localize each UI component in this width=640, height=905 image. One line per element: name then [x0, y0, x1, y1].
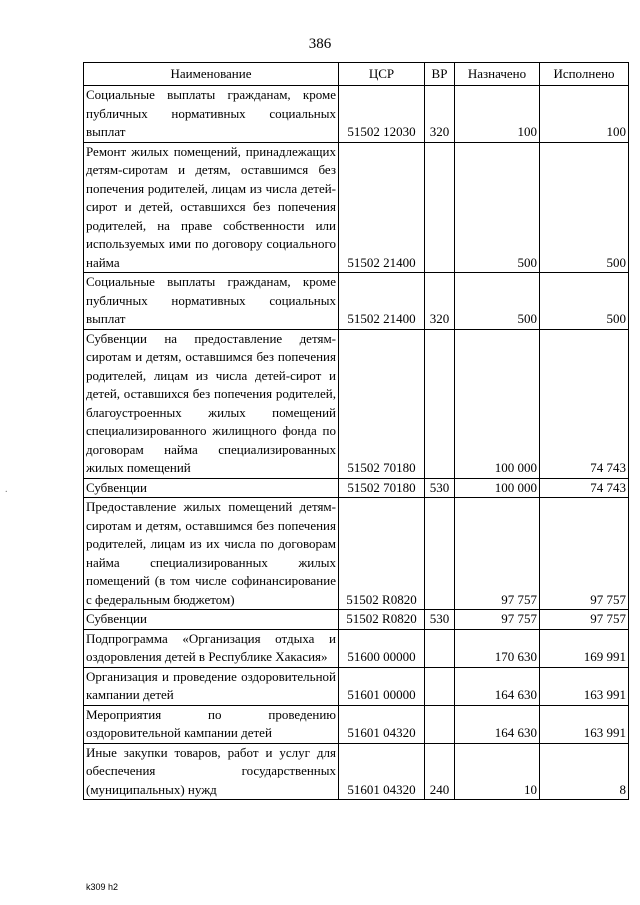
row-csr: 51502 12030	[339, 86, 425, 143]
row-executed: 97 757	[540, 498, 629, 610]
row-executed: 169 991	[540, 629, 629, 667]
table-row	[84, 478, 629, 498]
row-name: Социальные выплаты гражданам, кроме публичных нормативных социальных выплат	[84, 273, 339, 330]
row-name: Субвенции	[84, 610, 339, 630]
row-assigned: 500	[455, 273, 540, 330]
row-vr	[425, 329, 455, 478]
row-name: Субвенции на предоставление детям-сиротам и детям, оставшимся без попечения родителей, лицам из числа детей-сирот и детей, оставшихся без попечения родителей, благоустроенных жилых помещений специализированного жилищного фонда по договорам найма специализированных жилых помещений	[84, 329, 339, 478]
row-name: Субвенции	[84, 478, 339, 498]
row-csr: 51502 70180	[339, 329, 425, 478]
table-row	[84, 610, 629, 630]
row-executed: 97 757	[540, 610, 629, 630]
row-vr: 240	[425, 743, 455, 800]
row-csr: 51601 04320	[339, 743, 425, 800]
row-vr	[425, 498, 455, 610]
header-vr: ВР	[425, 63, 455, 86]
header-assigned: Назначено	[455, 63, 540, 86]
row-name: Предоставление жилых помещений детям-сиротам и детям, оставшимся без попечения родителей, лицам из их числа по договорам найма специализированных жилых помещений (в том числе софинансирование с федеральным бюджетом)	[84, 498, 339, 610]
row-assigned: 164 630	[455, 705, 540, 743]
margin-mark: .	[5, 484, 8, 495]
row-name: Организация и проведение оздоровительной кампании детей	[84, 667, 339, 705]
row-assigned: 10	[455, 743, 540, 800]
row-csr: 51502 R0820	[339, 498, 425, 610]
header-executed: Исполнено	[540, 63, 629, 86]
row-csr: 51502 21400	[339, 273, 425, 330]
page-number: 386	[308, 36, 332, 52]
footer-code: k309 h2	[86, 882, 119, 892]
row-name: Иные закупки товаров, работ и услуг для обеспечения государственных (муниципальных) нужд	[84, 743, 339, 800]
table-row	[84, 273, 629, 330]
row-vr: 320	[425, 273, 455, 330]
row-executed: 8	[540, 743, 629, 800]
row-executed: 100	[540, 86, 629, 143]
row-csr: 51502 21400	[339, 142, 425, 273]
row-assigned: 100	[455, 86, 540, 143]
row-csr: 51502 70180	[339, 478, 425, 498]
row-csr: 51601 04320	[339, 705, 425, 743]
row-assigned: 100 000	[455, 329, 540, 478]
row-csr: 51600 00000	[339, 629, 425, 667]
row-assigned: 164 630	[455, 667, 540, 705]
row-vr	[425, 705, 455, 743]
table-header-row	[84, 63, 629, 86]
budget-table	[83, 62, 629, 800]
row-csr: 51502 R0820	[339, 610, 425, 630]
row-name: Подпрограмма «Организация отдыха и оздоровления детей в Республике Хакасия»	[84, 629, 339, 667]
row-executed: 74 743	[540, 329, 629, 478]
row-assigned: 170 630	[455, 629, 540, 667]
row-vr	[425, 667, 455, 705]
row-assigned: 97 757	[455, 498, 540, 610]
row-assigned: 97 757	[455, 610, 540, 630]
table-row	[84, 743, 629, 800]
row-executed: 500	[540, 273, 629, 330]
row-vr: 320	[425, 86, 455, 143]
table-row	[84, 142, 629, 273]
header-csr: ЦСР	[339, 63, 425, 86]
row-executed: 163 991	[540, 667, 629, 705]
row-csr: 51601 00000	[339, 667, 425, 705]
row-executed: 500	[540, 142, 629, 273]
table-row	[84, 629, 629, 667]
row-executed: 74 743	[540, 478, 629, 498]
row-vr	[425, 629, 455, 667]
header-name: Наименование	[84, 63, 339, 86]
row-vr: 530	[425, 478, 455, 498]
table-row	[84, 86, 629, 143]
row-assigned: 500	[455, 142, 540, 273]
table-row	[84, 667, 629, 705]
table-row	[84, 329, 629, 478]
row-executed: 163 991	[540, 705, 629, 743]
table-row	[84, 498, 629, 610]
table-row	[84, 705, 629, 743]
row-vr: 530	[425, 610, 455, 630]
row-name: Ремонт жилых помещений, принадлежащих детям-сиротам и детям, оставшимся без попечения родителей, лицам из числа детей-сирот и детей, оставшихся без попечения родителей, на праве собственности или используемых ими по договору социального найма	[84, 142, 339, 273]
row-assigned: 100 000	[455, 478, 540, 498]
row-name: Мероприятия по проведению оздоровительной кампании детей	[84, 705, 339, 743]
row-vr	[425, 142, 455, 273]
row-name: Социальные выплаты гражданам, кроме публичных нормативных социальных выплат	[84, 86, 339, 143]
